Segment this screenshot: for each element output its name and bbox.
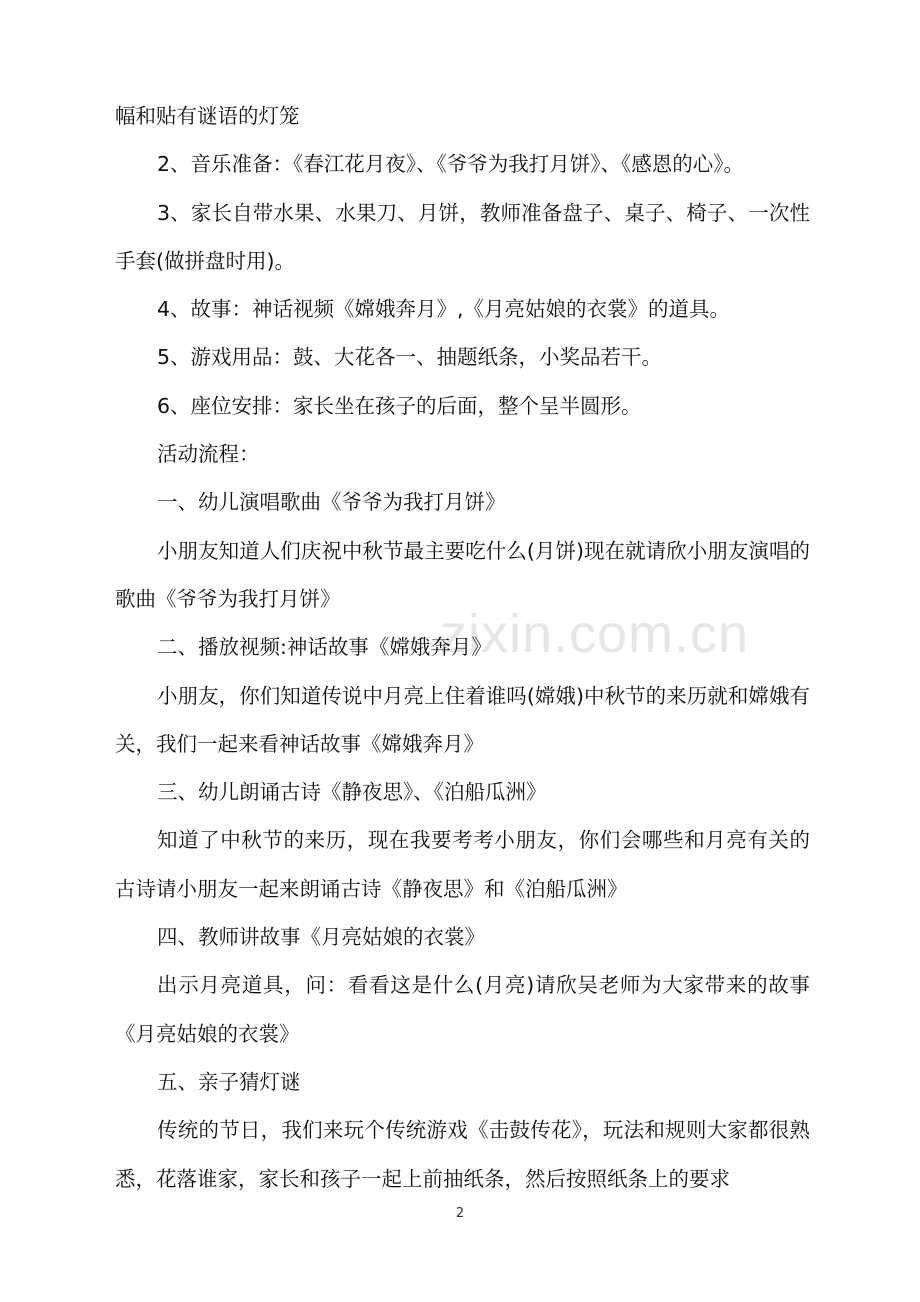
section-heading: 活动流程： <box>157 442 260 467</box>
watermark: zixin.com.cn <box>440 604 750 664</box>
paragraph: 幅和贴有谜语的灯笼 <box>115 104 300 128</box>
section-heading: 四、教师讲故事《月亮姑娘的衣裳》 <box>157 925 485 950</box>
section-heading: 三、幼儿朗诵古诗《静夜思》、《泊船瓜洲》 <box>157 780 547 805</box>
paragraph: 4、故事：神话视频《嫦娥奔月》,《月亮姑娘的衣裳》的道具。 <box>157 297 731 322</box>
document-body <box>115 92 810 1203</box>
paragraph: 小朋友，你们知道传说中月亮上住着谁吗(嫦娥)中秋节的来历就和嫦娥有关，我们一起来看神话故事《嫦娥奔月》 <box>115 683 810 756</box>
section-heading: 五、亲子猜灯谜 <box>157 1069 301 1094</box>
section-heading: 二、播放视频:神话故事《嫦娥奔月》 <box>157 635 492 660</box>
paragraph: 2、音乐准备：《春江花月夜》、《爷爷为我打月饼》、《感恩的心》。 <box>157 152 745 177</box>
paragraph: 知道了中秋节的来历，现在我要考考小朋友，你们会哪些和月亮有关的古诗请小朋友一起来朗诵古诗《静夜思》和《泊船瓜洲》 <box>115 828 810 901</box>
page-number: 2 <box>455 1206 465 1221</box>
paragraph: 6、座位安排：家长坐在孩子的后面，整个呈半圆形。 <box>157 393 642 418</box>
paragraph: 出示月亮道具，问：看看这是什么(月亮)请欣吴老师为大家带来的故事《月亮姑娘的衣裳》 <box>115 973 810 1046</box>
paragraph: 传统的节日，我们来玩个传统游戏《击鼓传花》，玩法和规则大家都很熟悉，花落谁家，家长和孩子一起上前抽纸条，然后按照纸条上的要求 <box>115 1118 810 1191</box>
paragraph: 小朋友知道人们庆祝中秋节最主要吃什么(月饼)现在就请欣小朋友演唱的歌曲《爷爷为我打月饼》 <box>115 538 810 611</box>
paragraph: 5、游戏用品：鼓、大花各一、抽题纸条，小奖品若干。 <box>157 345 663 370</box>
paragraph: 3、家长自带水果、水果刀、月饼，教师准备盘子、桌子、椅子、一次性手套(做拼盘时用)。 <box>115 200 810 273</box>
section-heading: 一、幼儿演唱歌曲《爷爷为我打月饼》 <box>157 490 506 515</box>
